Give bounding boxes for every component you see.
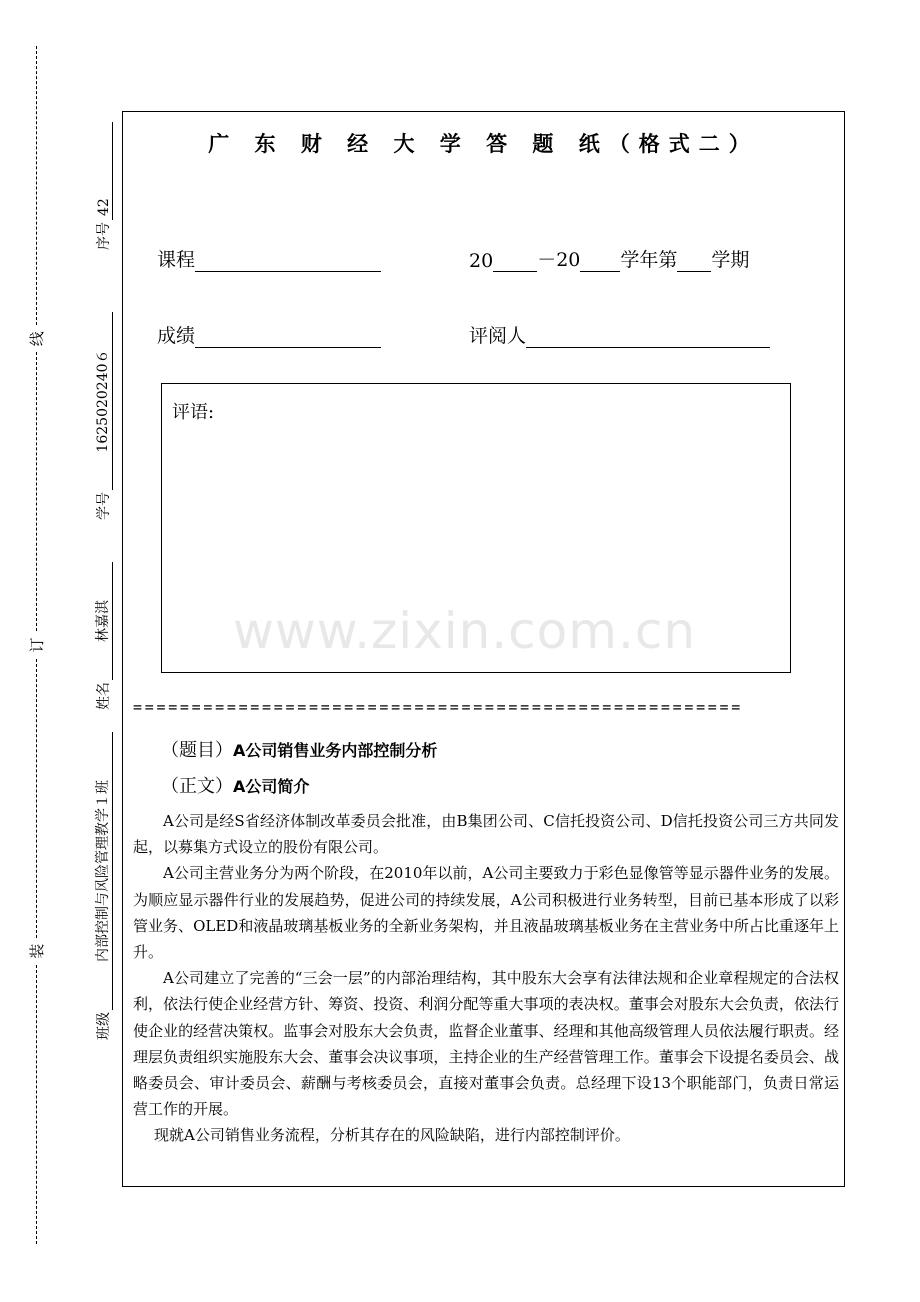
topic-heading: [161, 736, 437, 762]
body-text: [133, 808, 839, 1149]
binding-mark-zhuang: 装: [27, 943, 46, 959]
student-id-value: 1625020240６: [92, 312, 113, 490]
student-info: [83, 60, 113, 1040]
seq-value: 42: [96, 122, 113, 220]
score-label: 成绩: [157, 325, 196, 347]
term-suffix: 学期: [711, 249, 750, 271]
class-value: 内部控制与风险管理教学１班: [92, 732, 113, 1010]
year-prefix: 20: [469, 250, 494, 272]
section-heading: [161, 772, 309, 798]
paragraph: A公司是经S省经济体制改革委员会批准，由B集团公司、C信托投资公司、D信托投资公司三方共同发起，以募集方式设立的股份有限公司。: [133, 812, 839, 857]
watermark: www.zixin.com.cn: [233, 602, 697, 660]
score-row: [157, 321, 381, 348]
term-row: [469, 245, 749, 272]
course-row: [157, 245, 381, 272]
course-label: 课程: [157, 249, 196, 271]
page-title: 广 东 财 经 大 学 答 题 纸（格式二）: [208, 131, 759, 156]
binding-mark-xian: 线: [27, 331, 46, 347]
year-suffix: 学年第: [620, 249, 678, 271]
answer-sheet-frame: [122, 111, 845, 1187]
comment-label: 评语:: [172, 402, 215, 423]
topic-title: A公司销售业务内部控制分析: [233, 741, 438, 760]
reviewer-label: 评阅人: [469, 325, 527, 347]
year-mid: －20: [537, 249, 581, 271]
score-field[interactable]: [195, 325, 381, 348]
term-field[interactable]: [677, 249, 711, 272]
course-field[interactable]: [195, 249, 381, 272]
paragraph: A公司建立了完善的“三会一层”的内部治理结构，其中股东大会享有法律法规和企业章程规定的合法权利，依法行使企业经营方针、筹资、投资、利润分配等重大事项的表决权。董事会对股东大会负责，依法行使企业的经营决策权。监事会对股东大会负责，监督企业董事、经理和其他高级管理人员依法履行职责。经理层负责组织实施股东大会、董事会决议事项，主持企业的生产经营管理工作。董事会下设提名委员会、战略委员会、审计委员会、薪酬与考核委员会，直接对董事会负责。总经理下设13个职能部门，负责日常运营工作的开展。: [133, 969, 839, 1119]
class-label: 班级: [96, 1012, 112, 1040]
seq-label: 序号: [96, 222, 112, 250]
reviewer-row: [469, 321, 770, 348]
year-start-field[interactable]: [493, 249, 537, 272]
section-divider: ====================================================: [133, 698, 743, 716]
reviewer-field[interactable]: [526, 325, 770, 348]
student-id-label: 学号: [96, 492, 112, 520]
binding-mark-ding: 订: [27, 637, 46, 653]
year-end-field[interactable]: [580, 249, 620, 272]
name-value: 林嘉淇: [92, 562, 113, 680]
binding-line: [24, 40, 48, 1250]
paragraph: A公司主营业务分为两个阶段，在2010年以前，A公司主要致力于彩色显像管等显示器件业务的发展。为顺应显示器件行业的发展趋势，促进公司的持续发展，A公司积极进行业务转型，目前已基本形成了以彩管业务、OLED和液晶玻璃基板业务的全新业务架构，并且液晶玻璃基板业务在主营业务中所占比重逐年上升。: [133, 864, 839, 962]
name-label: 姓名: [96, 682, 112, 710]
paragraph: 现就A公司销售业务流程，分析其存在的风险缺陷，进行内部控制评价。: [154, 1126, 630, 1145]
section-prefix: （正文）: [161, 776, 233, 797]
topic-prefix: （题目）: [161, 740, 233, 761]
section-title: A公司简介: [233, 777, 310, 796]
